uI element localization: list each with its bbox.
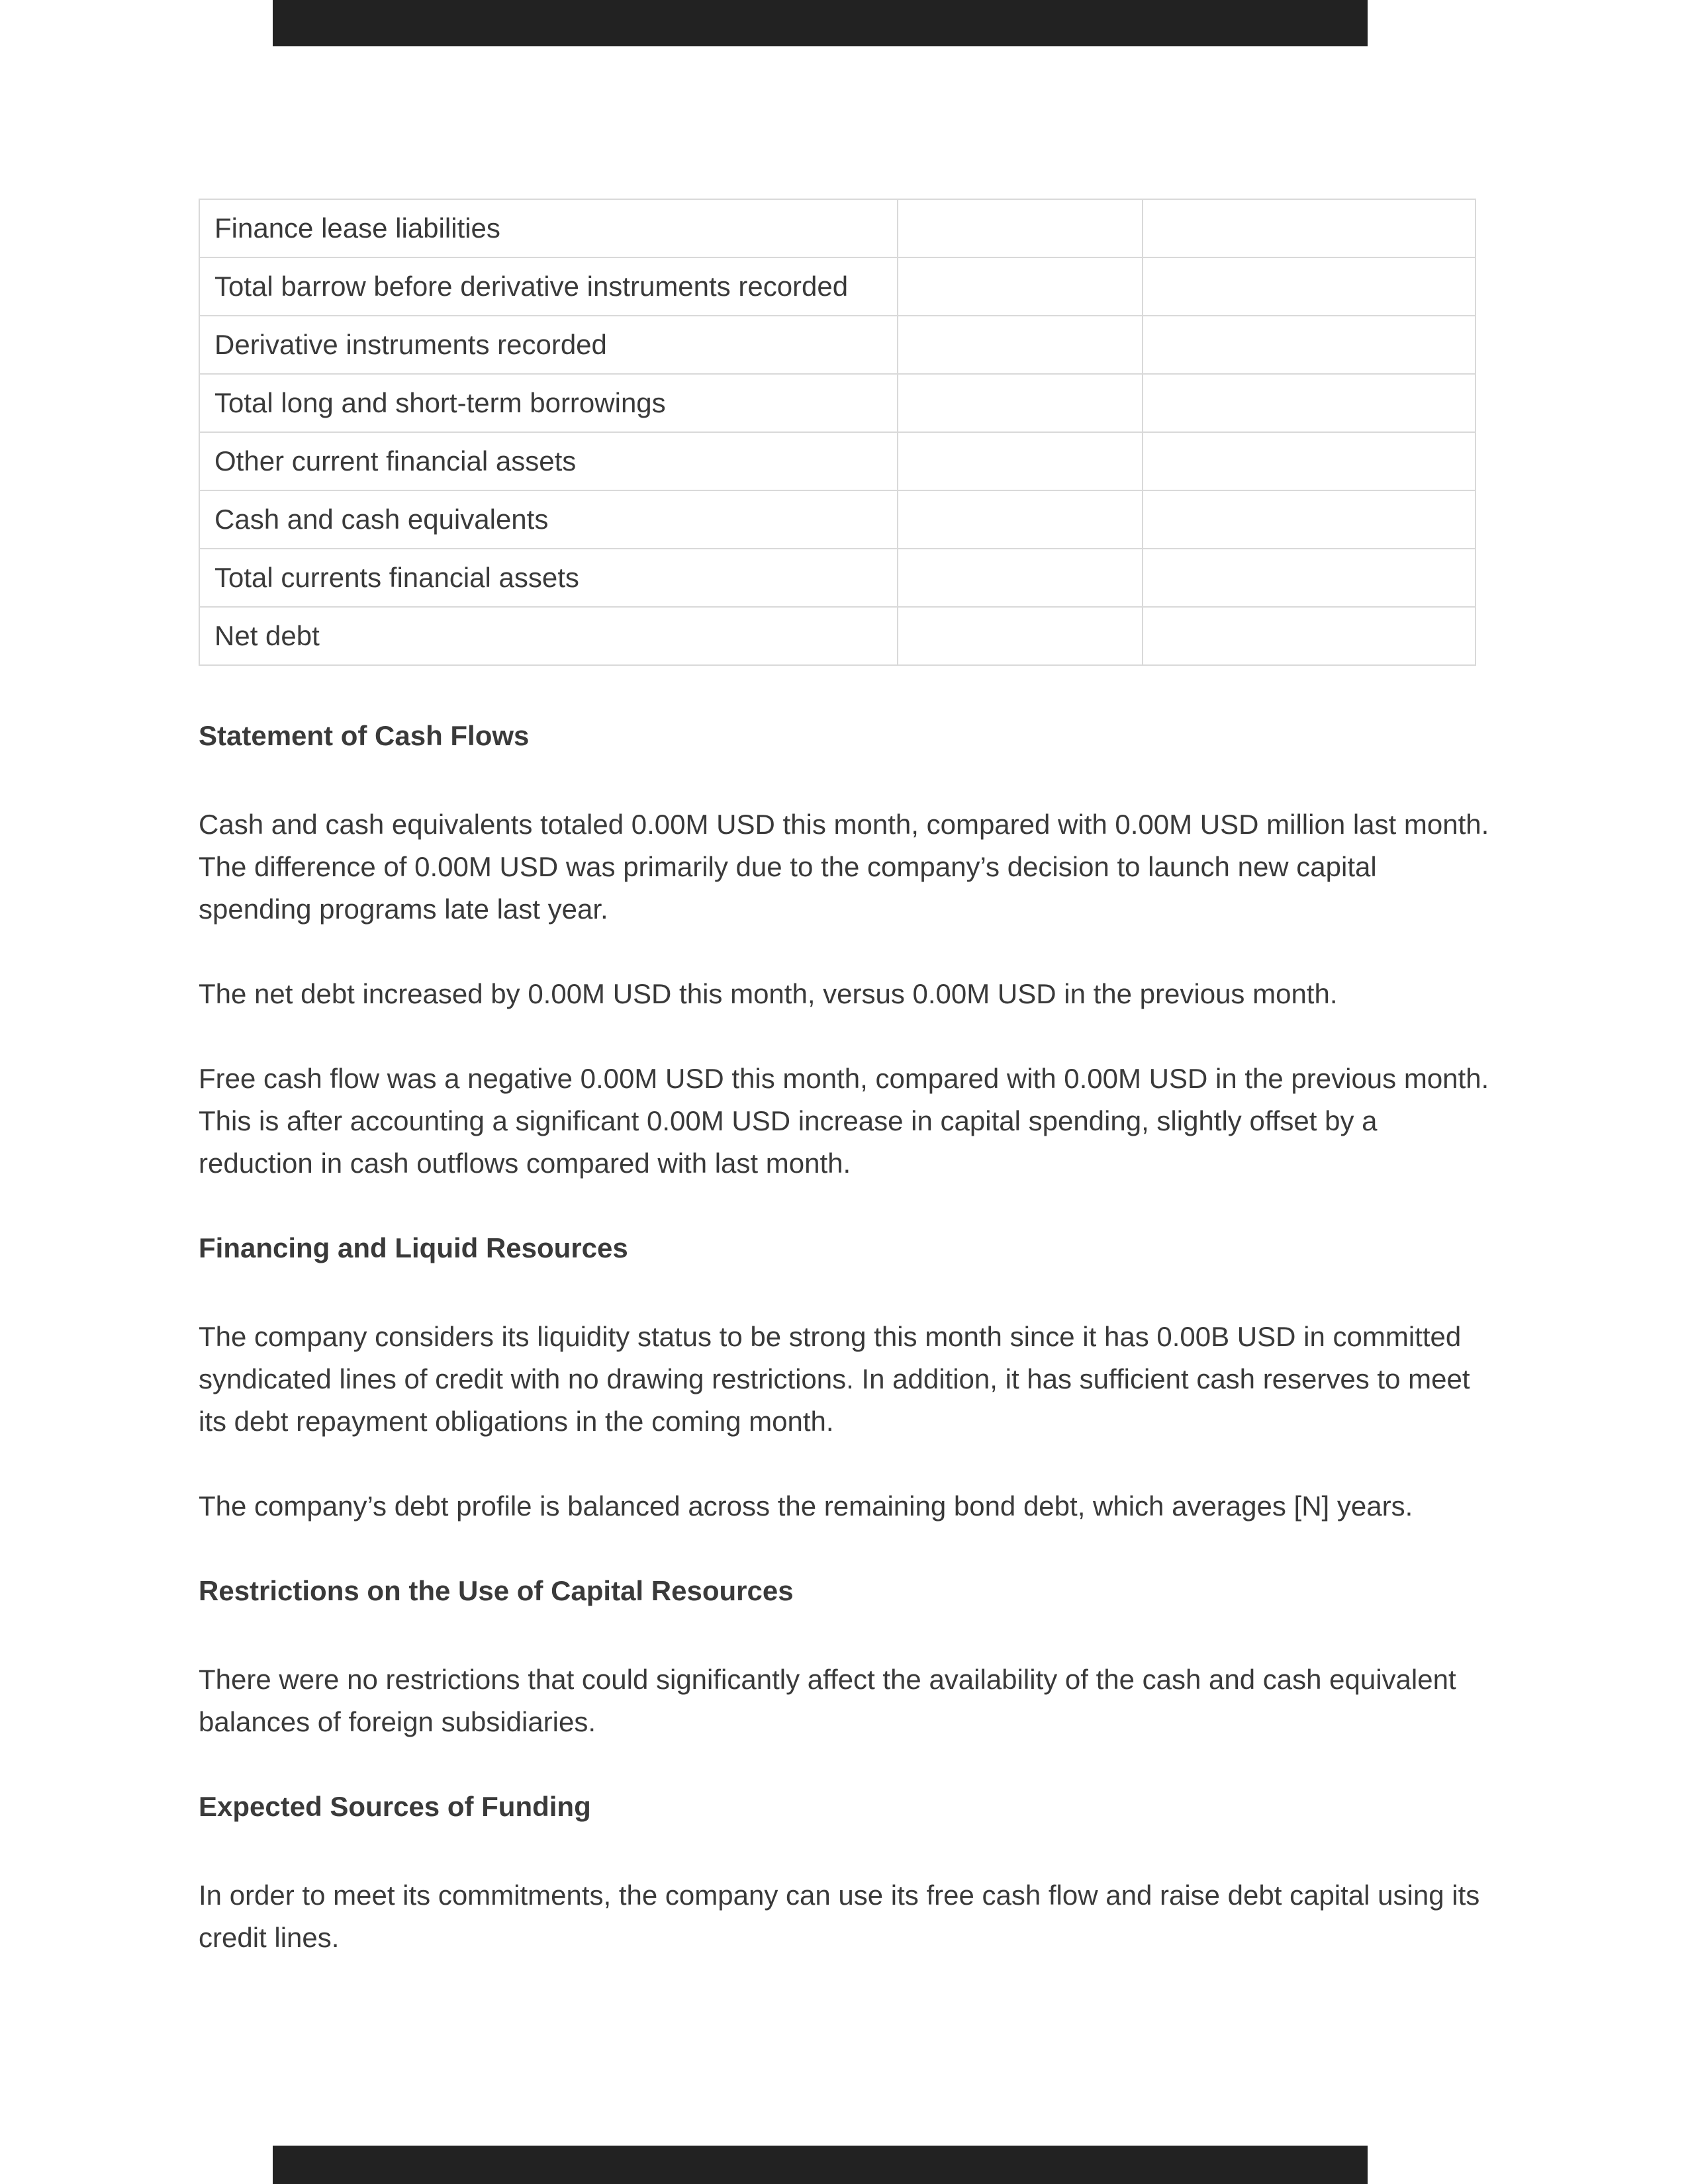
row-label: Total barrow before derivative instruments recorded [199, 257, 898, 316]
section-heading-funding: Expected Sources of Funding [199, 1791, 591, 1822]
funding-paragraph-1: In order to meet its commitments, the company can use its free cash flow and raise debt capital using its credit lines. [199, 1880, 1480, 1953]
row-value-1 [898, 199, 1143, 257]
row-value-1 [898, 257, 1143, 316]
row-label: Total currents financial assets [199, 549, 898, 607]
row-value-1 [898, 432, 1143, 490]
table-row [199, 199, 1476, 257]
row-value-2 [1143, 607, 1476, 665]
row-label: Total long and short-term borrowings [199, 374, 898, 432]
row-value-1 [898, 549, 1143, 607]
row-value-2 [1143, 374, 1476, 432]
document-body [199, 715, 1496, 2001]
row-label: Other current financial assets [199, 432, 898, 490]
row-value-2 [1143, 316, 1476, 374]
row-value-2 [1143, 199, 1476, 257]
financing-paragraph-1: The company considers its liquidity status to be strong this month since it has 0.00B USD in committed syndicated lines of credit with no drawing restrictions. In addition, it has sufficient cash reserves to meet its debt repayment obligations in the coming month. [199, 1321, 1470, 1437]
row-label: Cash and cash equivalents [199, 490, 898, 549]
table-row [199, 549, 1476, 607]
table-row [199, 316, 1476, 374]
footer-bar [273, 2146, 1368, 2184]
row-value-1 [898, 316, 1143, 374]
table-row [199, 374, 1476, 432]
header-bar [273, 0, 1368, 46]
row-label: Derivative instruments recorded [199, 316, 898, 374]
section-heading-restrictions: Restrictions on the Use of Capital Resources [199, 1575, 794, 1606]
table-row [199, 257, 1476, 316]
row-value-2 [1143, 549, 1476, 607]
cash-flows-paragraph-1: Cash and cash equivalents totaled 0.00M USD this month, compared with 0.00M USD million last month. The difference of 0.00M USD was primarily due to the company’s decision to launch new capital spending programs late last year. [199, 809, 1489, 925]
cash-flows-paragraph-2: The net debt increased by 0.00M USD this month, versus 0.00M USD in the previous month. [199, 978, 1338, 1009]
cash-flows-paragraph-3: Free cash flow was a negative 0.00M USD this month, compared with 0.00M USD in the previous month. This is after accounting a significant 0.00M USD increase in capital spending, slightly offset by a reduction in cash outflows compared with last month. [199, 1063, 1489, 1179]
row-label: Finance lease liabilities [199, 199, 898, 257]
row-label: Net debt [199, 607, 898, 665]
table-row [199, 432, 1476, 490]
row-value-2 [1143, 490, 1476, 549]
row-value-1 [898, 607, 1143, 665]
table-row [199, 490, 1476, 549]
row-value-2 [1143, 257, 1476, 316]
row-value-1 [898, 490, 1143, 549]
net-debt-table [199, 199, 1476, 666]
restrictions-paragraph-1: There were no restrictions that could significantly affect the availability of the cash and cash equivalent balances of foreign subsidiaries. [199, 1664, 1456, 1737]
financing-paragraph-2: The company’s debt profile is balanced across the remaining bond debt, which averages [N] years. [199, 1490, 1413, 1522]
section-heading-cash-flows: Statement of Cash Flows [199, 720, 530, 751]
table-row [199, 607, 1476, 665]
section-heading-financing: Financing and Liquid Resources [199, 1232, 628, 1263]
row-value-2 [1143, 432, 1476, 490]
row-value-1 [898, 374, 1143, 432]
